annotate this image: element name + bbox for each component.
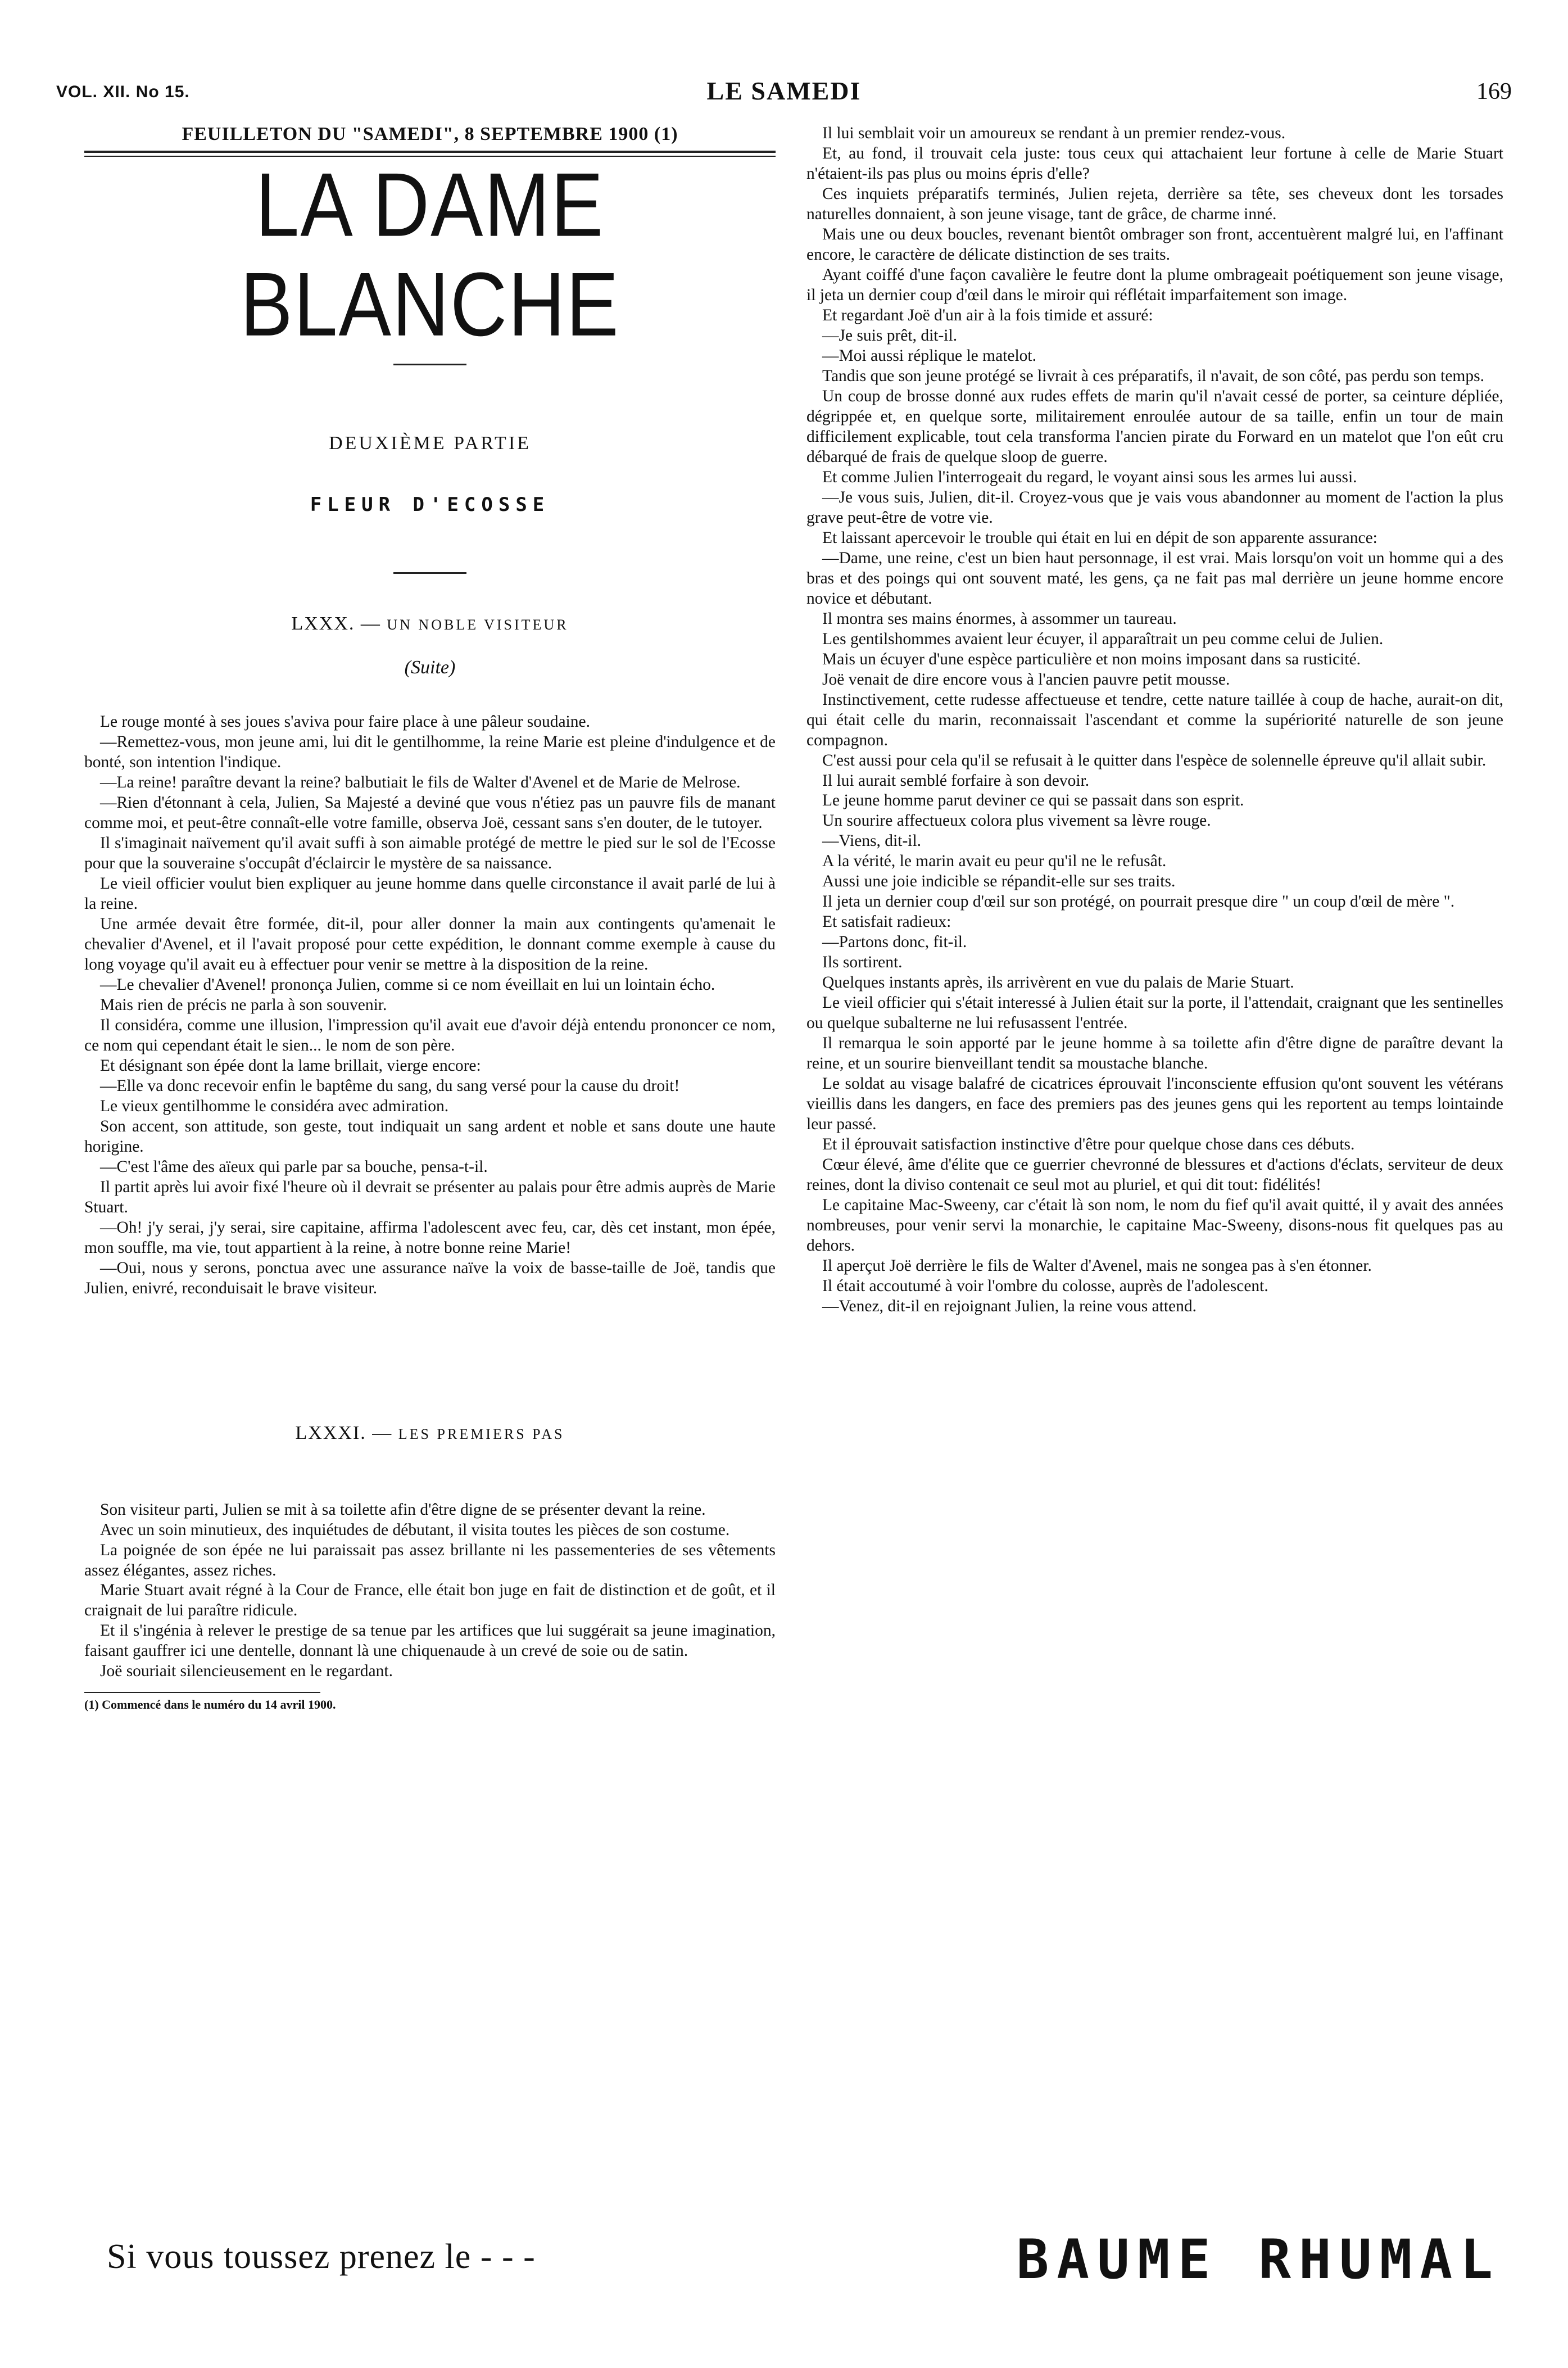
page-number: 169 xyxy=(1476,79,1512,105)
paragraph: Le vieil officier voulut bien expliquer au jeune homme dans quelle circonstance il avait parlé de lui à la reine. xyxy=(84,874,776,913)
paragraph: C'est aussi pour cela qu'il se refusait à le quitter dans l'espèce de solennelle épreuve qu'il allait subir. xyxy=(822,751,1487,769)
page-header xyxy=(56,76,1512,115)
paragraph: Ayant coiffé d'une façon cavalière le feutre dont la plume ombrageait poétiquement son jeune visage, il jeta un dernier coup d'œil dans le miroir qui réflétait imparfaitement son image. xyxy=(806,265,1503,304)
paragraph: A la vérité, le marin avait eu peur qu'il ne le refusât. xyxy=(822,852,1167,871)
paragraph: Il était accoutumé à voir l'ombre du colosse, auprès de l'adolescent. xyxy=(822,1277,1268,1296)
paragraph: Le vieil officier qui s'était interessé à Julien était sur la porte, il l'attendait, craignant que les sentinelles ou quelque subalterne ne lui refusassent l'entrée. xyxy=(806,994,1503,1033)
paragraph: —Partons donc, fit-il. xyxy=(822,933,967,952)
serial-title: LA DAME BLANCHE xyxy=(240,153,620,355)
paragraph: Les gentilshommes avaient leur écuyer, il apparaîtrait un peu comme celui de Julien. xyxy=(822,630,1384,648)
right-column xyxy=(806,124,1503,1317)
text-block xyxy=(806,124,1503,1317)
paragraph: —Rien d'étonnant à cela, Julien, Sa Majesté a deviné que vous n'étiez pas un pauvre fils de manant comme moi, et peut-être connaît-elle votre famille, observa Joë, cessant sans s'en douter, de le tutoyer. xyxy=(84,793,776,832)
paragraph: Joë souriait silencieusement en le regardant. xyxy=(100,1662,393,1681)
paragraph: La poignée de son épée ne lui paraissait pas assez brillante ni les passementeries de ses vêtements assez élégantes, assez riches. xyxy=(84,1541,776,1579)
divider xyxy=(393,364,466,365)
chapter-number: LXXX. — xyxy=(291,613,387,634)
divider xyxy=(393,572,466,574)
paragraph: Et, au fond, il trouvait cela juste: tous ceux qui attachaient leur fortune à celle de Marie Stuart n'étaient-ils pas plus ou moins épris d'elle? xyxy=(806,144,1503,183)
ad-text: Si vous toussez prenez le - - - xyxy=(107,2238,536,2276)
paragraph: Marie Stuart avait régné à la Cour de France, elle était bon juge en fait de distinction et de goût, et il craignait de lui paraître ridicule. xyxy=(84,1581,776,1620)
volume-label: VOL. XII. No 15. xyxy=(56,83,190,101)
paragraph: Mais rien de précis ne parla à son souvenir. xyxy=(100,995,387,1014)
paragraph: Mais une ou deux boucles, revenant bientôt ombrager son front, accentuèrent malgré lui, en l'affinant encore, le caractère de délicate distinction de ses traits. xyxy=(806,225,1503,264)
paragraph: Et regardant Joë d'un air à la fois timide et assuré: xyxy=(822,306,1153,324)
part-subtitle: FLEUR D'ECOSSE xyxy=(310,493,550,516)
paragraph: —Dame, une reine, c'est un bien haut personnage, il est vrai. Mais lorsqu'on voit un homme qui a des bras et des poings qui ont souvent maté, les gens, ça ne fait pas mal derrière un jeune homme encore novice et débutant. xyxy=(806,549,1503,608)
part-heading: DEUXIÈME PARTIE xyxy=(329,433,531,454)
paragraph: Tandis que son jeune protégé se livrait à ces préparatifs, il n'avait, de son côté, pas perdu son temps. xyxy=(822,366,1484,385)
paragraph: Et il éprouvait satisfaction instinctive d'être pour quelque chose dans ces débuts. xyxy=(822,1135,1355,1154)
paragraph: Un sourire affectueux colora plus vivement sa lèvre rouge. xyxy=(822,812,1211,830)
paragraph: Il partit après lui avoir fixé l'heure où il devrait se présenter au palais pour être admis auprès de Marie Stuart. xyxy=(84,1178,776,1216)
text-block xyxy=(84,1500,776,1682)
text-block xyxy=(84,712,776,1299)
paragraph: Et désignant son épée dont la lame brillait, vierge encore: xyxy=(100,1056,481,1075)
ad-brand: BAUME RHUMAL xyxy=(1016,2228,1501,2291)
footnote-rule xyxy=(84,1692,320,1693)
paragraph: —Je vous suis, Julien, dit-il. Croyez-vous que je vais vous abandonner au moment de l'action la plus grave peut-être de votre vie. xyxy=(806,488,1503,527)
paragraph: Avec un soin minutieux, des inquiétudes de débutant, il visita toutes les pièces de son costume. xyxy=(100,1520,730,1539)
paragraph: —Elle va donc recevoir enfin le baptême du sang, du sang versé pour la cause du droit! xyxy=(100,1076,680,1095)
masthead: LE SAMEDI xyxy=(706,76,862,105)
paragraph: —Venez, dit-il en rejoignant Julien, la reine vous attend. xyxy=(822,1297,1197,1316)
paragraph: Le soldat au visage balafré de cicatrices éprouvait l'inconsciente effusion qu'ont souvent les vétérans vieillis dans les dangers, en face des premiers pas des jeunes gens qui les reportent au temps lointainde leur passé. xyxy=(806,1075,1503,1134)
paragraph: —Oui, nous y serons, ponctua avec une assurance naïve la voix de basse-taille de Joë, tandis que Julien, enivré, reconduisait le brave visiteur. xyxy=(84,1258,776,1297)
paragraph: Instinctivement, cette rudesse affectueuse et tendre, cette nature taillée à coup de hache, aurait-on dit, qui était celle du marin, reconnaissait l'ascendant et comme la supériorité naturelle de son jeune compagnon. xyxy=(806,690,1503,749)
paragraph: Aussi une joie indicible se répandit-elle sur ses traits. xyxy=(822,872,1176,891)
chapter-name: LES PREMIERS PAS xyxy=(398,1425,565,1442)
paragraph: —Oh! j'y serai, j'y serai, sire capitaine, affirma l'adolescent avec feu, car, dès cet instant, mon épée, mon souffle, ma vie, tout appartient à la reine, à notre bonne reine Marie! xyxy=(84,1218,776,1257)
paragraph: Le jeune homme parut deviner ce qui se passait dans son esprit. xyxy=(822,791,1244,810)
paragraph: —C'est l'âme des aïeux qui parle par sa bouche, pensa-t-il. xyxy=(100,1157,488,1176)
paragraph: Il lui semblait voir un amoureux se rendant à un premier rendez-vous. xyxy=(822,124,1286,142)
paragraph: —Le chevalier d'Avenel! prononça Julien, comme si ce nom éveillait en lui un lointain écho. xyxy=(100,975,715,994)
paragraph: Son accent, son attitude, son geste, tout indiquait un sang ardent et noble et sans doute une haute horigine. xyxy=(84,1117,776,1156)
paragraph: —Moi aussi réplique le matelot. xyxy=(822,346,1036,365)
chapter-name: UN NOBLE VISITEUR xyxy=(387,617,569,633)
paragraph: Il lui aurait semblé forfaire à son devoir. xyxy=(822,771,1090,790)
paragraph: —Je suis prêt, dit-il. xyxy=(822,326,958,345)
paragraph: Le rouge monté à ses joues s'aviva pour faire place à une pâleur soudaine. xyxy=(100,713,590,731)
paragraph: Son visiteur parti, Julien se mit à sa toilette afin d'être digne de se présenter devant la reine. xyxy=(100,1500,706,1519)
paragraph: Il s'imaginait naïvement qu'il avait suffi à son aimable protégé de mettre le pied sur le sol de l'Ecosse pour que la souveraine s'occupât d'éclaircir le mystère de sa naissance. xyxy=(84,834,776,872)
paragraph: Il considéra, comme une illusion, l'impression qu'il avait eue d'avoir déjà entendu prononcer ce nom, ce nom qui cependant était le sien... le nom de son père. xyxy=(84,1016,776,1054)
paragraph: Cœur élevé, âme d'élite que ce guerrier chevronné de blessures et d'actions d'éclats, serviteur de deux reines, dont la diviso contenait ce seul mot au pluriel, et qui dit tout: fidélités! xyxy=(806,1156,1503,1194)
paragraph: Ils sortirent. xyxy=(822,953,903,972)
suite-label: (Suite) xyxy=(404,657,456,678)
advertisement xyxy=(107,2226,1501,2291)
paragraph: —La reine! paraître devant la reine? balbutiait le fils de Walter d'Avenel et de Marie de Melrose. xyxy=(100,773,741,791)
chapter-heading xyxy=(84,613,776,635)
paragraph: Et il s'ingénia à relever le prestige de sa tenue par les artifices que lui suggérait sa jeune imagination, faisant gauffrer ici une dentelle, donnant là une chiquenaude à un crevé de soie ou de satin. xyxy=(84,1622,776,1660)
footnote: (1) Commencé dans le numéro du 14 avril 1900. xyxy=(84,1697,336,1712)
paragraph: Il remarqua le soin apporté par le jeune homme à sa toilette afin d'être digne de paraître devant la reine, et un sourire bienveillant tendit sa moustache blanche. xyxy=(806,1034,1503,1073)
paragraph: Et comme Julien l'interrogeait du regard, le voyant ainsi sous les armes lui aussi. xyxy=(822,468,1357,486)
paragraph: Une armée devait être formée, dit-il, pour aller donner la main aux contingents qu'amenait le chevalier d'Avenel, et il l'avait proposé pour cette expédition, le donnant comme exemple à cause du long voyage qu'il avait eu à effectuer pour venir se mettre à la disposition de la reine. xyxy=(84,914,776,974)
paragraph: Il montra ses mains énormes, à assommer un taureau. xyxy=(822,609,1177,628)
paragraph: —Viens, dit-il. xyxy=(822,832,922,850)
paragraph: Joë venait de dire encore vous à l'ancien pauvre petit mousse. xyxy=(822,670,1230,689)
chapter-number: LXXXI. — xyxy=(295,1422,398,1443)
paragraph: Il aperçut Joë derrière le fils de Walter d'Avenel, mais ne songea pas à s'en étonner. xyxy=(822,1257,1372,1275)
chapter-heading xyxy=(84,1423,776,1444)
paragraph: Et laissant apercevoir le trouble qui était en lui en dépit de son apparente assurance: xyxy=(822,528,1377,547)
paragraph: Le capitaine Mac-Sweeny, car c'était là son nom, le nom du fief qu'il avait quitté, il y avait des années nombreuses, pour venir servi la monarchie, le capitaine Mac-Sweeny, disons-nous fit quelques pas au dehors. xyxy=(806,1196,1503,1255)
feuilleton-line: FEUILLETON DU "SAMEDI", 8 SEPTEMBRE 1900 (1) xyxy=(182,124,678,144)
paragraph: Quelques instants après, ils arrivèrent en vue du palais de Marie Stuart. xyxy=(822,974,1294,992)
paragraph: Ces inquiets préparatifs terminés, Julien rejeta, derrière sa tête, ses cheveux dont les torsades naturelles donnaient, à son jeune visage, tant de grâce, de charme inné. xyxy=(806,184,1503,223)
paragraph: Un coup de brosse donné aux rudes effets de marin qu'il n'avait cessé de porter, sa ceinture dépliée, dégrippée et, en quelque sorte, militairement enroulée autour de sa taille, enfin un tour de main difficilement explicable, tout cela transforma l'ancien pirate du Forward en un matelot que l'on eût cru débarqué de frais de quelque sloop de guerre. xyxy=(806,387,1503,466)
paragraph: Il jeta un dernier coup d'œil sur son protégé, on pourrait presque dire " un coup d'œil de mère ". xyxy=(822,893,1455,911)
left-column xyxy=(84,124,776,1712)
paragraph: Mais un écuyer d'une espèce particulière et non moins imposant dans sa rusticité. xyxy=(822,650,1361,668)
paragraph: Le vieux gentilhomme le considéra avec admiration. xyxy=(100,1097,449,1115)
paragraph: —Remettez-vous, mon jeune ami, lui dit le gentilhomme, la reine Marie est pleine d'indulgence et de bonté, son intention l'indique. xyxy=(84,732,776,771)
paragraph: Et satisfait radieux: xyxy=(822,913,951,931)
